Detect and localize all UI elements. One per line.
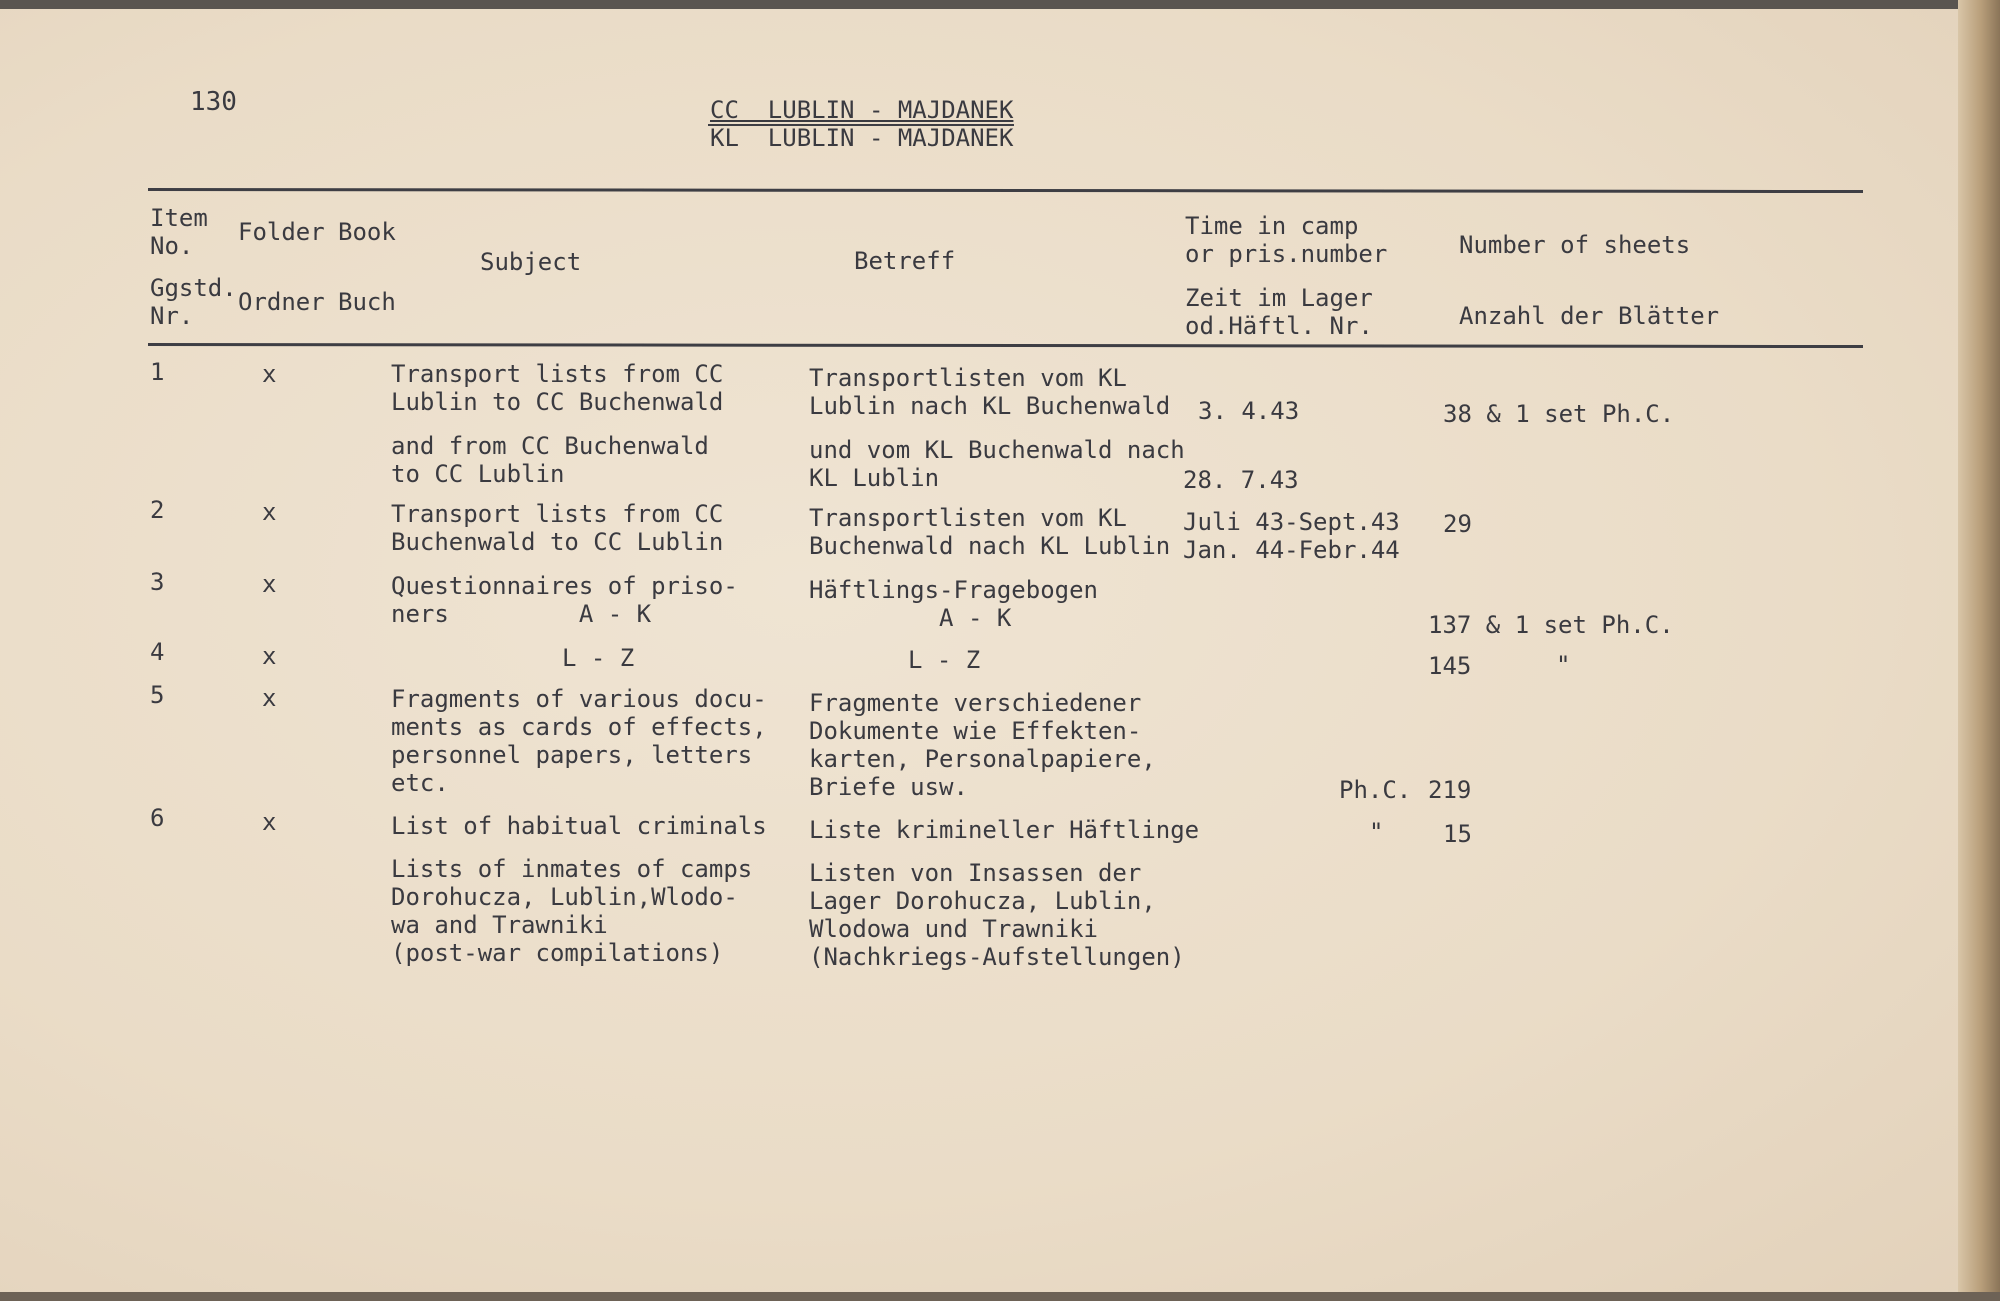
row-2-sheets: 29	[1443, 510, 1472, 538]
book-spine-edge	[1958, 0, 2000, 1301]
row-4-folder: x	[262, 642, 277, 670]
row-1b-betreff: und vom KL Buchenwald nach KL Lublin	[809, 436, 1185, 492]
header-time-de: Zeit im Lager od.Häftl. Nr.	[1185, 284, 1373, 340]
row-3-sheets: 137 & 1 set Ph.C.	[1428, 611, 1674, 639]
row-4-item: 4	[150, 638, 165, 666]
header-item-no: Item No.	[150, 204, 208, 260]
row-6b-subject: Lists of inmates of camps Dorohucza, Lublin,Wlodo- wa and Trawniki (post-war compilations)	[391, 855, 753, 967]
header-book: Book	[338, 218, 396, 246]
row-1-folder: x	[262, 360, 277, 388]
row-1-item: 1	[150, 358, 165, 386]
row-6-item: 6	[150, 804, 165, 832]
row-5-subject: Fragments of various docu- ments as cards of effects, personnel papers, letters etc.	[391, 685, 767, 797]
row-6-sheets: 15	[1443, 820, 1472, 848]
row-6-folder: x	[262, 808, 277, 836]
row-2-folder: x	[262, 498, 277, 526]
row-1-sheets: 38 & 1 set Ph.C.	[1443, 400, 1675, 428]
row-3-item: 3	[150, 568, 165, 596]
row-4-subject: L - Z	[562, 644, 635, 672]
title-english: CC LUBLIN - MAJDANEK	[710, 96, 1014, 124]
row-5-folder: x	[262, 684, 277, 712]
row-1b-time: 28. 7.43	[1183, 466, 1299, 494]
row-6b-betreff: Listen von Insassen der Lager Dorohucza, Lublin, Wlodowa und Trawniki (Nachkriegs-Aufstellungen)	[809, 859, 1185, 971]
header-ggstd-nr: Ggstd. Nr.	[150, 274, 237, 330]
row-5-sheets-note: Ph.C.	[1339, 776, 1412, 804]
row-2-subject: Transport lists from CC Buchenwald to CC Lublin	[391, 500, 724, 556]
row-3-folder: x	[262, 570, 277, 598]
row-6-sheets-note: "	[1369, 818, 1384, 846]
header-top-rule	[148, 188, 1863, 193]
row-2-time: Juli 43-Sept.43 Jan. 44-Febr.44	[1183, 508, 1400, 564]
row-5-sheets: 219	[1428, 776, 1472, 804]
row-6-betreff: Liste krimineller Häftlinge	[809, 816, 1200, 844]
header-folder: Folder	[238, 218, 325, 246]
row-4-sheets: 145	[1428, 652, 1472, 680]
row-6-subject: List of habitual criminals	[391, 812, 767, 840]
row-4-sheets-ditto: "	[1556, 651, 1571, 679]
row-2-betreff: Transportlisten vom KL Buchenwald nach KL Lublin	[809, 504, 1171, 560]
scan-top-edge	[0, 0, 2000, 9]
page-number: 130	[190, 87, 237, 117]
row-4-betreff: L - Z	[908, 646, 981, 674]
title-german: KL LUBLIN - MAJDANEK	[710, 124, 1014, 152]
row-5-betreff: Fragmente verschiedener Dokumente wie Effekten- karten, Personalpapiere, Briefe usw.	[809, 689, 1156, 801]
header-betreff: Betreff	[854, 247, 956, 275]
header-subject: Subject	[480, 248, 582, 276]
header-ordner: Ordner	[238, 288, 325, 316]
row-3-betreff: Häftlings-Fragebogen A - K	[809, 576, 1098, 632]
header-time-en: Time in camp or pris.number	[1185, 212, 1388, 268]
scan-bottom-edge	[0, 1292, 2000, 1301]
header-buch: Buch	[338, 288, 396, 316]
header-bottom-rule	[148, 343, 1863, 348]
row-5-item: 5	[150, 681, 165, 709]
row-1-subject: Transport lists from CC Lublin to CC Buchenwald	[391, 360, 724, 416]
row-1-time: 3. 4.43	[1198, 397, 1300, 425]
row-1-betreff: Transportlisten vom KL Lublin nach KL Buchenwald	[809, 364, 1171, 420]
row-1b-subject: and from CC Buchenwald to CC Lublin	[391, 432, 709, 488]
row-3-subject: Questionnaires of priso- ners A - K	[391, 572, 738, 628]
header-sheets-de: Anzahl der Blätter	[1459, 302, 1720, 330]
row-2-item: 2	[150, 496, 165, 524]
header-sheets-en: Number of sheets	[1459, 231, 1691, 259]
